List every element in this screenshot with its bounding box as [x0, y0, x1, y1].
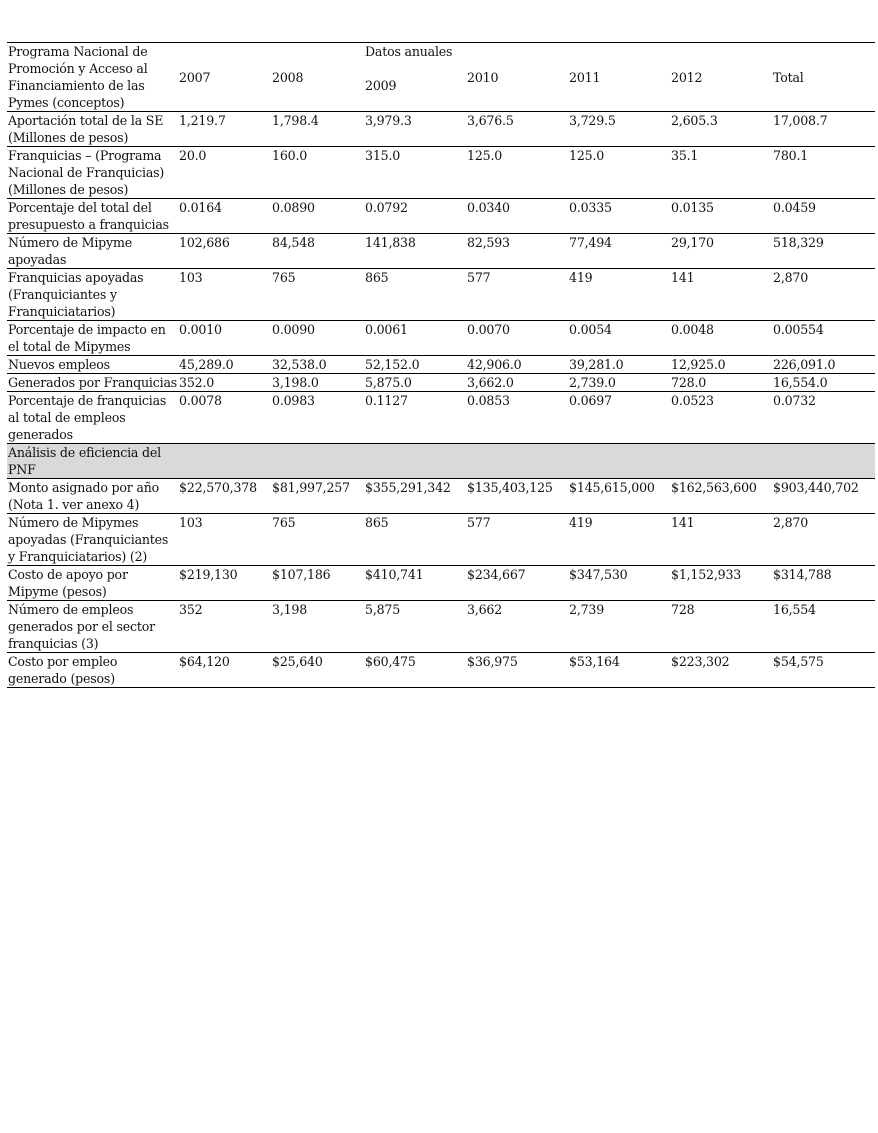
row-value: 84,548 [271, 234, 364, 269]
datos-anuales-label: Datos anuales [365, 44, 453, 59]
row-value: 3,198 [271, 601, 364, 653]
row-value: $234,667 [466, 566, 568, 601]
row-value: 0.0732 [772, 392, 875, 444]
year-header-2007: 2007 [178, 43, 271, 112]
row-value: 2,870 [772, 514, 875, 566]
row-value: 82,593 [466, 234, 568, 269]
row-label: Costo por empleo generado (pesos) [7, 653, 178, 688]
row-value: 52,152.0 [364, 356, 466, 374]
row-value: 765 [271, 514, 364, 566]
row-value: 42,906.0 [466, 356, 568, 374]
row-value: 0.0135 [670, 199, 772, 234]
section-empty-cell [670, 444, 772, 479]
row-value: $60,475 [364, 653, 466, 688]
row-label: Porcentaje del total del presupuesto a franquicias [7, 199, 178, 234]
year-2009-label: 2009 [365, 78, 397, 93]
row-value: 0.0853 [466, 392, 568, 444]
year-header-total: Total [772, 43, 875, 112]
row-value: 0.00554 [772, 321, 875, 356]
row-value: 3,662.0 [466, 374, 568, 392]
row-value: $314,788 [772, 566, 875, 601]
row-value: 0.0164 [178, 199, 271, 234]
row-value: $81,997,257 [271, 479, 364, 514]
concept-header: Programa Nacional de Promoción y Acceso al Financiamiento de las Pymes (conceptos) [7, 43, 178, 112]
table-row [7, 356, 875, 374]
header-row [7, 43, 875, 112]
row-value: 103 [178, 269, 271, 321]
table-row [7, 147, 875, 199]
row-value: 419 [568, 514, 670, 566]
row-value: 765 [271, 269, 364, 321]
row-label: Aportación total de la SE (Millones de pesos) [7, 112, 178, 147]
row-label: Número de Mipyme apoyadas [7, 234, 178, 269]
row-value: 2,870 [772, 269, 875, 321]
row-value: 2,739.0 [568, 374, 670, 392]
row-value: 0.0523 [670, 392, 772, 444]
row-value: $36,975 [466, 653, 568, 688]
row-value: 35.1 [670, 147, 772, 199]
row-value: 20.0 [178, 147, 271, 199]
row-value: 226,091.0 [772, 356, 875, 374]
row-value: $64,120 [178, 653, 271, 688]
year-header-2010: 2010 [466, 43, 568, 112]
row-value: $22,570,378 [178, 479, 271, 514]
row-value: $135,403,125 [466, 479, 568, 514]
row-value: 141 [670, 514, 772, 566]
row-value: 1,798.4 [271, 112, 364, 147]
table-body [7, 43, 875, 688]
row-value: 0.0983 [271, 392, 364, 444]
row-value: $1,152,933 [670, 566, 772, 601]
year-header-2011: 2011 [568, 43, 670, 112]
row-value: 0.0090 [271, 321, 364, 356]
row-label: Porcentaje de impacto en el total de Mipymes [7, 321, 178, 356]
section-empty-cell [364, 444, 466, 479]
table-row [7, 374, 875, 392]
row-value: 125.0 [466, 147, 568, 199]
table-row [7, 269, 875, 321]
row-label: Monto asignado por año (Nota 1. ver anexo 4) [7, 479, 178, 514]
row-value: 518,329 [772, 234, 875, 269]
row-value: 1,219.7 [178, 112, 271, 147]
row-value: 780.1 [772, 147, 875, 199]
row-label: Número de empleos generados por el sector franquicias (3) [7, 601, 178, 653]
row-value: 125.0 [568, 147, 670, 199]
year-header-2009 [364, 43, 466, 112]
section-empty-cell [466, 444, 568, 479]
year-header-2012: 2012 [670, 43, 772, 112]
row-value: 77,494 [568, 234, 670, 269]
row-value: 39,281.0 [568, 356, 670, 374]
row-value: $107,186 [271, 566, 364, 601]
table-row [7, 321, 875, 356]
row-value: 32,538.0 [271, 356, 364, 374]
row-value: $219,130 [178, 566, 271, 601]
row-value: 3,729.5 [568, 112, 670, 147]
row-value: 160.0 [271, 147, 364, 199]
year-header-2008: 2008 [271, 43, 364, 112]
row-value: 0.1127 [364, 392, 466, 444]
table-row [7, 514, 875, 566]
row-value: 0.0070 [466, 321, 568, 356]
row-label: Generados por Franquicias [8, 375, 178, 390]
row-label: Franquicias – (Programa Nacional de Franquicias) (Millones de pesos) [7, 147, 178, 199]
row-label: Franquicias apoyadas (Franquiciantes y Franquiciatarios) [7, 269, 178, 321]
row-value: 16,554 [772, 601, 875, 653]
row-value: 0.0054 [568, 321, 670, 356]
row-value: 2,605.3 [670, 112, 772, 147]
row-value: 103 [178, 514, 271, 566]
row-value: 16,554.0 [772, 374, 875, 392]
section-empty-cell [271, 444, 364, 479]
row-value: $223,302 [670, 653, 772, 688]
row-value: $903,440,702 [772, 479, 875, 514]
row-value: 5,875.0 [364, 374, 466, 392]
row-value: $162,563,600 [670, 479, 772, 514]
row-value: 352 [178, 601, 271, 653]
row-value: 12,925.0 [670, 356, 772, 374]
row-value: 0.0697 [568, 392, 670, 444]
row-value: 3,676.5 [466, 112, 568, 147]
row-value: 865 [364, 514, 466, 566]
row-value: 0.0048 [670, 321, 772, 356]
row-value: 102,686 [178, 234, 271, 269]
row-value: 315.0 [364, 147, 466, 199]
row-value: 141,838 [364, 234, 466, 269]
table-row [7, 479, 875, 514]
row-value: 3,979.3 [364, 112, 466, 147]
table-row [7, 112, 875, 147]
table-row [7, 601, 875, 653]
row-value: $347,530 [568, 566, 670, 601]
row-value: 2,739 [568, 601, 670, 653]
table-row [7, 199, 875, 234]
row-value: 0.0340 [466, 199, 568, 234]
section-empty-cell [772, 444, 875, 479]
row-value: 141 [670, 269, 772, 321]
row-value: 3,662 [466, 601, 568, 653]
row-value: 0.0792 [364, 199, 466, 234]
row-label: Número de Mipymes apoyadas (Franquiciantes y Franquiciatarios) (2) [7, 514, 178, 566]
row-label: Costo de apoyo por Mipyme (pesos) [7, 566, 178, 601]
row-value: 577 [466, 269, 568, 321]
row-value: $355,291,342 [364, 479, 466, 514]
table-row [7, 566, 875, 601]
row-value: 0.0335 [568, 199, 670, 234]
row-value: $25,640 [271, 653, 364, 688]
row-value: $53,164 [568, 653, 670, 688]
row-value: 577 [466, 514, 568, 566]
section-row [7, 444, 875, 479]
table-row [7, 392, 875, 444]
row-value: 3,198.0 [271, 374, 364, 392]
row-value: $145,615,000 [568, 479, 670, 514]
section-empty-cell [178, 444, 271, 479]
row-value: $54,575 [772, 653, 875, 688]
row-value: $410,741 [364, 566, 466, 601]
table-row [7, 653, 875, 688]
table-row [7, 234, 875, 269]
row-value: 45,289.0 [178, 356, 271, 374]
row-value: 29,170 [670, 234, 772, 269]
row-value: 17,008.7 [772, 112, 875, 147]
row-value: 728 [670, 601, 772, 653]
row-value: 419 [568, 269, 670, 321]
row-value: 0.0010 [178, 321, 271, 356]
section-empty-cell [568, 444, 670, 479]
financing-program-table [7, 42, 875, 688]
row-label: Porcentaje de franquicias al total de empleos generados [7, 392, 178, 444]
section-label: Análisis de eficiencia del PNF [7, 444, 178, 479]
row-value: 0.0061 [364, 321, 466, 356]
row-value: 352.0 [178, 374, 271, 392]
row-label: Nuevos empleos [7, 356, 178, 374]
row-value: 0.0459 [772, 199, 875, 234]
row-value: 5,875 [364, 601, 466, 653]
row-value: 0.0078 [178, 392, 271, 444]
row-value: 728.0 [670, 374, 772, 392]
row-value: 865 [364, 269, 466, 321]
row-value: 0.0890 [271, 199, 364, 234]
